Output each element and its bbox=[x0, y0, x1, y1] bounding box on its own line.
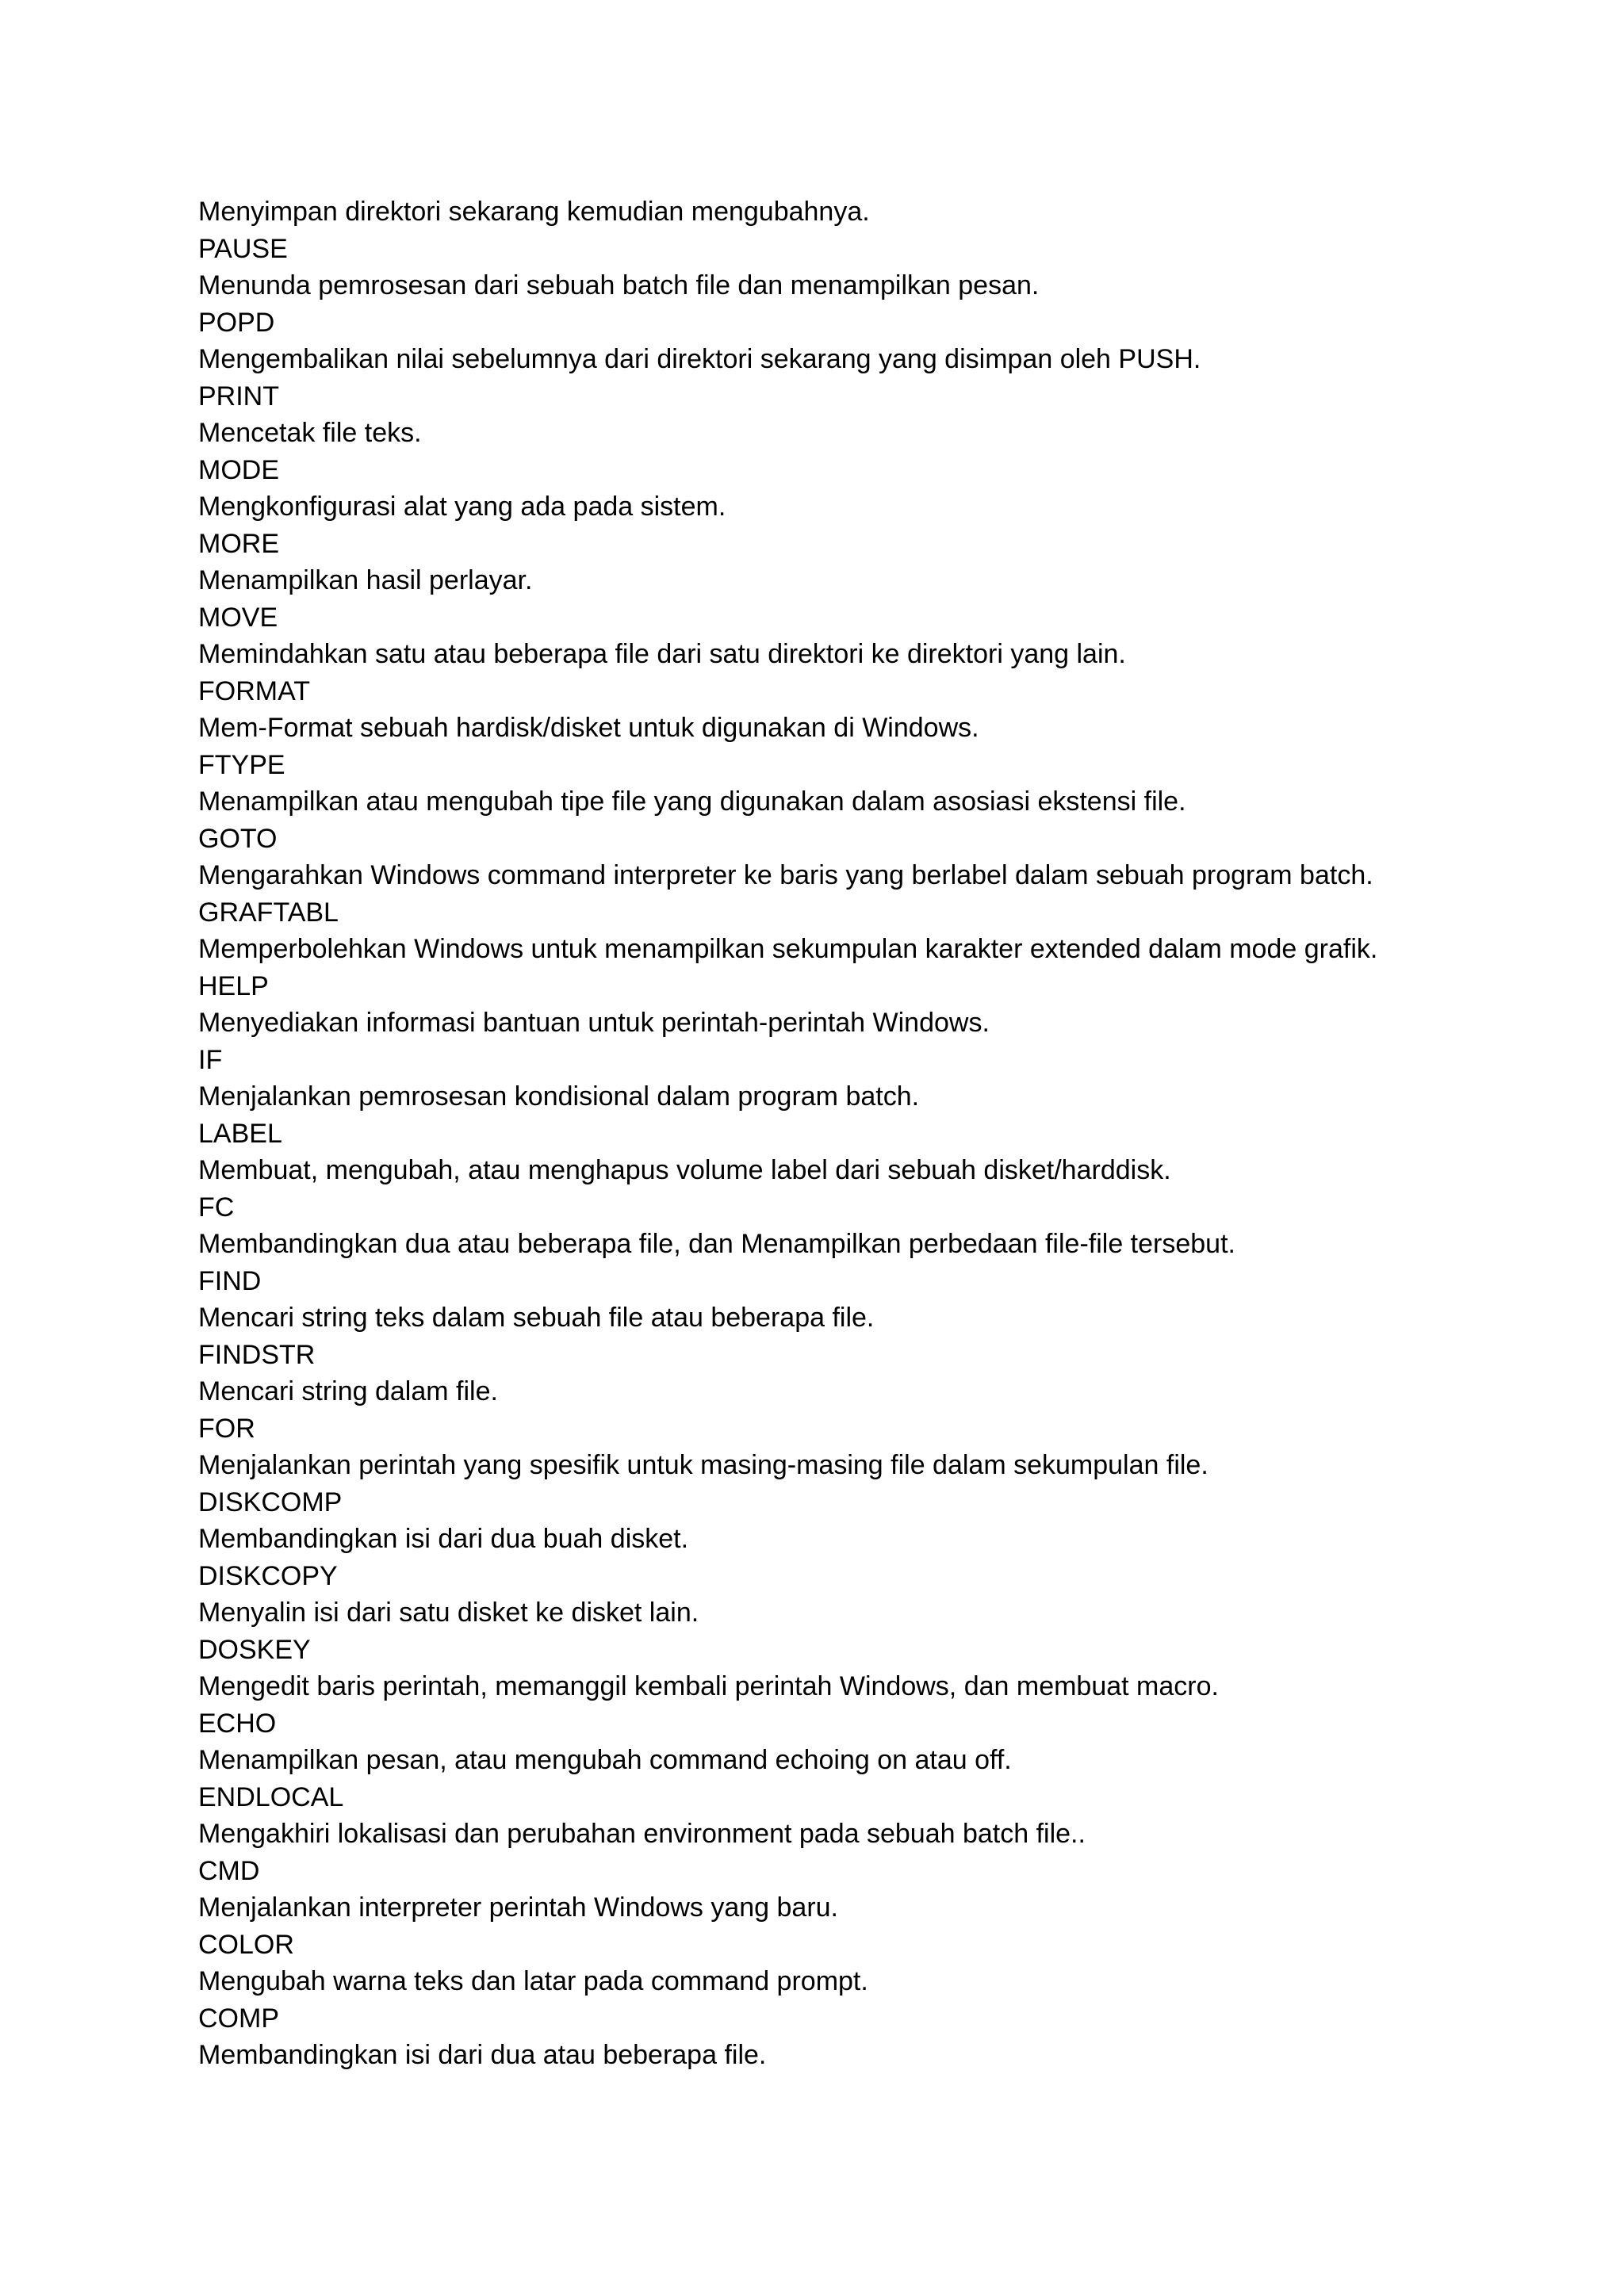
text-line: Membandingkan isi dari dua buah disket. bbox=[198, 1524, 689, 1554]
text-line: Memindahkan satu atau beberapa file dari satu direktori ke direktori yang lain. bbox=[198, 639, 1126, 669]
text-line: Membuat, mengubah, atau menghapus volume label dari sebuah disket/harddisk. bbox=[198, 1155, 1171, 1185]
text-line: DISKCOPY bbox=[198, 1560, 338, 1591]
text-line: HELP bbox=[198, 970, 269, 1001]
text-line: FORMAT bbox=[198, 675, 311, 706]
text-line: Membandingkan isi dari dua atau beberapa file. bbox=[198, 2040, 767, 2070]
text-line: ENDLOCAL bbox=[198, 1781, 344, 1812]
text-line: Membandingkan dua atau beberapa file, dan Menampilkan perbedaan file-file tersebut. bbox=[198, 1229, 1235, 1259]
text-line: Mencari string dalam file. bbox=[198, 1376, 498, 1406]
text-line: Mencari string teks dalam sebuah file atau beberapa file. bbox=[198, 1303, 875, 1333]
text-line: PAUSE bbox=[198, 233, 288, 264]
text-line: Menyediakan informasi bantuan untuk perintah-perintah Windows. bbox=[198, 1008, 990, 1038]
text-line: GOTO bbox=[198, 823, 278, 854]
text-line: LABEL bbox=[198, 1118, 282, 1149]
text-line: PRINT bbox=[198, 381, 279, 411]
text-line: ECHO bbox=[198, 1708, 277, 1739]
text-line: Menyimpan direktori sekarang kemudian mengubahnya. bbox=[198, 197, 870, 227]
text-line: Mengembalikan nilai sebelumnya dari direktori sekarang yang disimpan oleh PUSH. bbox=[198, 344, 1201, 374]
text-line: Menjalankan pemrosesan kondisional dalam program batch. bbox=[198, 1081, 920, 1112]
text-line: MODE bbox=[198, 454, 279, 485]
text-line: Mencetak file teks. bbox=[198, 418, 422, 448]
text-line: COLOR bbox=[198, 1929, 294, 1960]
text-line: Menampilkan hasil perlayar. bbox=[198, 565, 533, 595]
command-list bbox=[198, 193, 1594, 2074]
text-line: Menjalankan perintah yang spesifik untuk masing-masing file dalam sekumpulan file. bbox=[198, 1450, 1208, 1480]
text-line: Memperbolehkan Windows untuk menampilkan sekumpulan karakter extended dalam mode grafik. bbox=[198, 934, 1378, 964]
text-line: POPD bbox=[198, 307, 275, 338]
text-line: Mengedit baris perintah, memanggil kembali perintah Windows, dan membuat macro. bbox=[198, 1671, 1219, 1701]
text-line: Menampilkan atau mengubah tipe file yang digunakan dalam asosiasi ekstensi file. bbox=[198, 786, 1186, 817]
text-line: Mengubah warna teks dan latar pada command prompt. bbox=[198, 1966, 868, 1996]
text-line: Mem-Format sebuah hardisk/disket untuk digunakan di Windows. bbox=[198, 713, 979, 743]
text-line: FINDSTR bbox=[198, 1339, 316, 1370]
text-line: Menunda pemrosesan dari sebuah batch file dan menampilkan pesan. bbox=[198, 270, 1040, 300]
text-line: Menampilkan pesan, atau mengubah command echoing on atau off. bbox=[198, 1745, 1012, 1775]
text-line: CMD bbox=[198, 1855, 260, 1886]
text-line: Mengarahkan Windows command interpreter ke baris yang berlabel dalam sebuah program batch. bbox=[198, 860, 1373, 890]
text-line: Menjalankan interpreter perintah Windows yang baru. bbox=[198, 1892, 839, 1923]
text-line: GRAFTABL bbox=[198, 897, 339, 928]
text-line: Mengakhiri lokalisasi dan perubahan environment pada sebuah batch file.. bbox=[198, 1819, 1086, 1849]
text-line: IF bbox=[198, 1044, 223, 1075]
text-line: Menyalin isi dari satu disket ke disket lain. bbox=[198, 1598, 699, 1628]
text-line: DISKCOMP bbox=[198, 1487, 343, 1517]
text-line: COMP bbox=[198, 2003, 279, 2034]
text-line: DOSKEY bbox=[198, 1634, 311, 1665]
text-line: MORE bbox=[198, 528, 279, 559]
text-line: FTYPE bbox=[198, 749, 285, 780]
text-line: FIND bbox=[198, 1265, 262, 1296]
text-line: FC bbox=[198, 1192, 235, 1223]
text-line: MOVE bbox=[198, 602, 278, 633]
text-line: Mengkonfigurasi alat yang ada pada sistem. bbox=[198, 492, 726, 522]
text-line: FOR bbox=[198, 1413, 255, 1444]
